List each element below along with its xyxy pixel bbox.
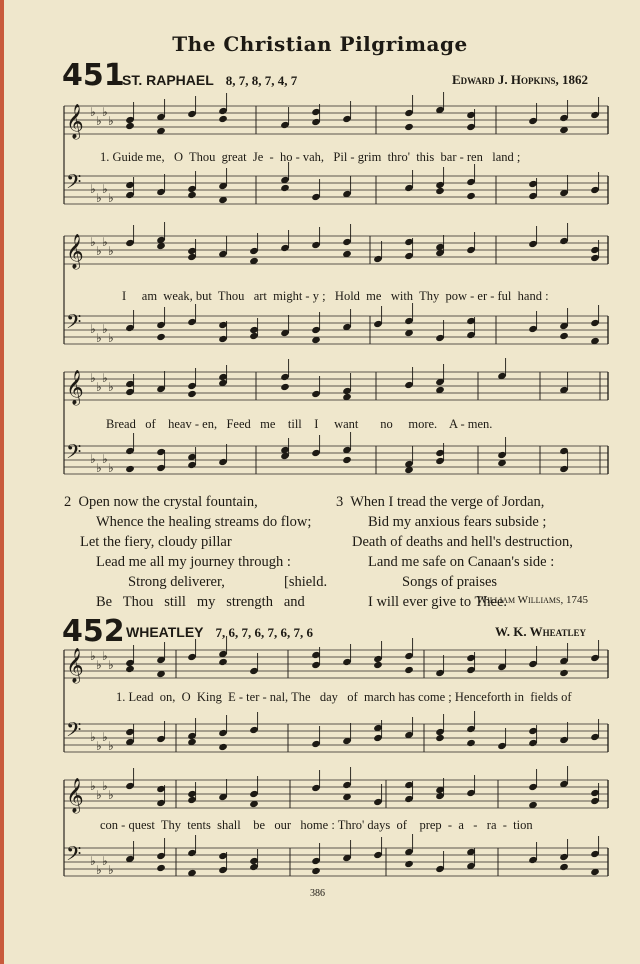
hymn-451-number: 451: [62, 58, 125, 93]
treble-clef-icon: 𝄞: [66, 778, 84, 813]
flat-icon: ♭: [96, 191, 102, 205]
hymn-452-tune-line: [126, 624, 313, 642]
treble-clef-icon: 𝄞: [66, 234, 84, 269]
note-icon: [311, 867, 321, 875]
note-icon: [559, 863, 569, 871]
flat-icon: ♭: [96, 461, 102, 475]
note-icon: [156, 864, 166, 872]
flat-icon: ♭: [108, 244, 114, 258]
flat-icon: ♭: [102, 730, 108, 744]
flat-icon: ♭: [102, 854, 108, 868]
flat-icon: ♭: [96, 331, 102, 345]
flat-icon: ♭: [102, 371, 108, 385]
stanza-3-line-2: Bid my anxious fears subside ;: [368, 514, 547, 530]
hymn-452-tune: WHEATLEY: [126, 624, 204, 640]
stanza-2-line-2: Whence the healing streams do flow;: [96, 514, 312, 530]
flat-icon: ♭: [108, 863, 114, 877]
bass-clef-icon: 𝄢: [66, 718, 82, 746]
flat-icon: ♭: [90, 235, 96, 249]
note-icon: [404, 666, 414, 674]
note-icon: [125, 122, 135, 130]
hymn-451-lyric-2: I am weak, but Thou art might - y ; Hold me with Thy pow - er - ful hand :: [122, 289, 549, 303]
note-icon: [435, 187, 445, 195]
note-icon: [218, 115, 228, 123]
flat-icon: ♭: [102, 182, 108, 196]
hymn-451-composer: Edward J. Hopkins, 1862: [451, 72, 588, 87]
flat-icon: ♭: [96, 114, 102, 128]
flat-icon: ♭: [108, 114, 114, 128]
flat-icon: ♭: [96, 739, 102, 753]
flat-icon: ♭: [96, 380, 102, 394]
bass-clef-icon: 𝄢: [66, 440, 82, 468]
stanza-2-line-4: Lead me all my journey through :: [96, 554, 291, 570]
flat-icon: ♭: [108, 380, 114, 394]
note-icon: [187, 191, 197, 199]
note-icon: [125, 465, 135, 473]
note-icon: [125, 665, 135, 673]
flat-icon: ♭: [96, 788, 102, 802]
staff-lines: [64, 106, 608, 876]
stanza-2-line-6: Be Thou still my strength and: [96, 594, 305, 610]
flat-icon: ♭: [90, 371, 96, 385]
stanza-3-line-4: Land me safe on Canaan's side :: [368, 554, 555, 570]
flat-icon: ♭: [90, 322, 96, 336]
treble-clef-icon: 𝄞: [66, 648, 84, 683]
note-icon: [280, 383, 290, 391]
flat-icon: ♭: [90, 105, 96, 119]
hymn-452-lyric-2: con - quest Thy tents shall be our home : Thro' days of prep - a - ra - tion: [100, 818, 533, 832]
note-icon: [218, 743, 228, 751]
hymn-451-tune: ST. RAPHAEL: [122, 72, 214, 88]
hymn-452-lyric-1: 1. Lead on, O King E - ter - nal, The day of march has come ; Henceforth in fields of: [116, 690, 572, 704]
flat-icon: ♭: [108, 658, 114, 672]
bass-clef-icon: 𝄢: [66, 310, 82, 338]
flat-icon: ♭: [102, 322, 108, 336]
flat-icon: ♭: [108, 788, 114, 802]
note-icon: [404, 123, 414, 131]
note-icon: [373, 661, 383, 669]
flat-icon: ♭: [102, 649, 108, 663]
note-icon: [435, 734, 445, 742]
flat-icon: ♭: [102, 105, 108, 119]
flat-icon: ♭: [96, 658, 102, 672]
note-icon: [156, 333, 166, 341]
note-icon: [559, 669, 569, 677]
flat-icon: ♭: [90, 730, 96, 744]
flat-icon: ♭: [96, 863, 102, 877]
flat-icon: ♭: [90, 854, 96, 868]
flat-icon: ♭: [102, 452, 108, 466]
hymn-451-author: William Williams, 1745: [476, 594, 588, 606]
flat-icon: ♭: [90, 649, 96, 663]
note-icon: [404, 860, 414, 868]
stanza-2-line-5: Strong deliverer,: [128, 574, 225, 590]
stanza-2-line-3: Let the fiery, cloudy pillar: [80, 534, 232, 550]
note-icon: [559, 332, 569, 340]
bass-clef-icon: 𝄢: [66, 170, 82, 198]
treble-clef-icon: 𝄞: [66, 104, 84, 139]
hymn-452-meter: 7, 6, 7, 6, 7, 6, 7, 6: [215, 625, 314, 640]
treble-clef-icon: 𝄞: [66, 370, 84, 405]
stanza-2-turnover: [shield.: [284, 574, 328, 590]
hymn-451-lyric-3: Bread of heav - en, Feed me till I want no more. A - men.: [106, 417, 493, 431]
flat-icon: ♭: [90, 779, 96, 793]
note-icon: [466, 192, 476, 200]
note-icon: [218, 658, 228, 666]
flat-icon: ♭: [102, 235, 108, 249]
note-icon: [280, 184, 290, 192]
note-icon: [342, 456, 352, 464]
flat-icon: ♭: [108, 331, 114, 345]
flat-icon: ♭: [90, 182, 96, 196]
staff-marks: [64, 92, 608, 877]
hymn-451-meter: 8, 7, 8, 7, 4, 7: [225, 73, 298, 88]
page-heading: The Christian Pilgrimage: [172, 32, 468, 56]
stanza-3-line-1: 3 When I tread the verge of Jordan,: [336, 494, 545, 510]
stanza-2-line-1: 2 Open now the crystal fountain,: [64, 494, 258, 510]
note-icon: [187, 390, 197, 398]
hymn-452-composer: W. K. Wheatley: [494, 624, 586, 639]
flat-icon: ♭: [96, 244, 102, 258]
hymn-452-number: 452: [62, 614, 125, 649]
flat-icon: ♭: [108, 191, 114, 205]
hymn-451-lyric-1: 1. Guide me, O Thou great Je - ho - vah, Pil - grim thro' this bar - ren land ;: [100, 150, 521, 164]
flat-icon: ♭: [90, 452, 96, 466]
flat-icon: ♭: [102, 779, 108, 793]
stanza-3-line-3: Death of deaths and hell's destruction,: [352, 534, 573, 550]
page-number: 386: [310, 888, 325, 899]
stanza-3-line-6: I will ever give to Thee.: [368, 594, 508, 610]
stanza-3-line-5: Songs of praises: [402, 574, 498, 590]
note-icon: [466, 739, 476, 747]
flat-icon: ♭: [108, 461, 114, 475]
bass-clef-icon: 𝄢: [66, 842, 82, 870]
flat-icon: ♭: [108, 739, 114, 753]
